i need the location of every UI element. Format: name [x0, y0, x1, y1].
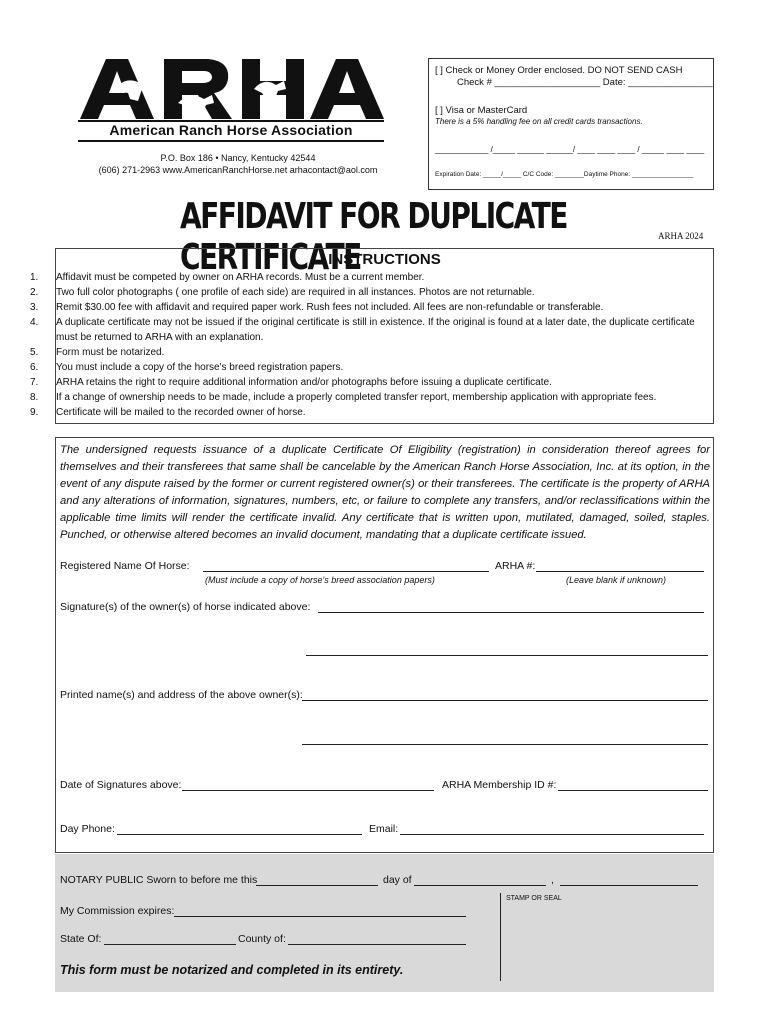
instruction-number: 9.	[30, 407, 39, 418]
instruction-text: ARHA retains the right to require additional information and/or photographs before issuing a duplicate certificate.	[56, 377, 552, 388]
arha-letters-logo	[78, 55, 386, 121]
instruction-number: 5.	[30, 347, 39, 358]
payment-box	[428, 58, 714, 190]
instruction-item	[30, 390, 710, 405]
final-notice: This form must be notarized and completed in its entirety.	[60, 963, 404, 977]
instruction-item	[30, 270, 710, 285]
form-code: ARHA 2024	[658, 231, 704, 241]
check-option[interactable]: [ ] Check or Money Order enclosed. DO NOT SEND CASH	[435, 65, 683, 76]
arha-number-input[interactable]	[536, 571, 704, 572]
notary-day-input[interactable]	[256, 885, 378, 886]
day-phone-label: Day Phone:	[60, 823, 115, 835]
membership-id-label: ARHA Membership ID #:	[442, 779, 557, 791]
notary-month-input[interactable]	[414, 885, 546, 886]
instruction-text: Certificate will be mailed to the recorded owner of horse.	[56, 407, 306, 418]
address-line-2: (606) 271-2963 www.AmericanRanchHorse.net arhacontact@aol.com	[98, 165, 378, 175]
notary-comma: ,	[551, 874, 554, 886]
instruction-item	[30, 405, 710, 420]
state-input[interactable]	[104, 944, 236, 945]
instruction-text: A duplicate certificate may not be issued if the original certificate is still in existence. If the original is found at a later date, the duplicate certificate must be returned to ARHA with an explanation.	[56, 317, 695, 343]
notary-dayof-label: day of	[383, 874, 412, 886]
email-input[interactable]	[400, 834, 704, 835]
instruction-number: 8.	[30, 392, 39, 403]
card-fee-note: There is a 5% handling fee on all credit cards transactions.	[435, 117, 643, 126]
instruction-item	[30, 360, 710, 375]
instruction-text: Form must be notarized.	[56, 347, 165, 358]
printed-name-input-1[interactable]	[302, 700, 708, 701]
instruction-item	[30, 345, 710, 360]
instruction-item	[30, 375, 710, 390]
instruction-number: 7.	[30, 377, 39, 388]
instruction-item	[30, 315, 710, 345]
instruction-number: 4.	[30, 317, 39, 328]
instruction-text: You must include a copy of the horse's breed registration papers.	[56, 362, 344, 373]
instruction-text: Remit $30.00 fee with affidavit and required paper work. Rush fees not included. All fees are non-refundable or transferable.	[56, 302, 604, 313]
instruction-item	[30, 300, 710, 315]
check-number-field[interactable]: Check # ____________________ Date: ________________	[457, 77, 713, 88]
instruction-item	[30, 285, 710, 300]
commission-input[interactable]	[174, 916, 466, 917]
printed-name-input-2[interactable]	[302, 744, 708, 745]
address-line-1: P.O. Box 186 • Nancy, Kentucky 42544	[160, 153, 316, 163]
instruction-text: If a change of ownership needs to be made, include a properly completed transfer report, membership application with appropriate fees.	[56, 392, 657, 403]
date-signatures-label: Date of Signatures above:	[60, 779, 182, 791]
email-label: Email:	[369, 823, 399, 835]
commission-label: My Commission expires:	[60, 905, 175, 917]
declaration-text: The undersigned requests issuance of a duplicate Certificate Of Eligibility (registration) in consideration thereof agrees for themselves and their transferees that same shall be cancelable by the American Ranch Horse Association, Inc. at its option, in the event of any dispute raised by the former or current registered owner(s) or their transferees. The certificate is the property of ARHA and any alterations of information, signatures, numbers, etc, or failure to complete any transfers, and/or reclassifications within the applicable time limits will render the certificate invalid. Any certificate that is written upon, mutilated, damaged, soiled, staples. Punched, or otherwise altered becomes an invalid document, mandating that a duplicate certificate issued.	[60, 444, 710, 541]
instructions-heading: INSTRUCTIONS	[328, 251, 441, 268]
instruction-text: Two full color photographs ( one profile of each side) are required in all instances. Photos are not returnable.	[56, 287, 535, 298]
expiration-field[interactable]: Expiration Date: _____/_____ C/C Code: ________Daytime Phone: _________________	[435, 171, 694, 178]
instructions-list	[30, 270, 710, 420]
instruction-number: 2.	[30, 287, 39, 298]
arha-number-hint: (Leave blank if unknown)	[566, 575, 667, 585]
notary-year-input[interactable]	[560, 885, 698, 886]
state-label: State Of:	[60, 933, 102, 945]
horse-name-hint: (Must include a copy of horse's breed association papers)	[205, 575, 435, 585]
signature-label: Signature(s) of the owner(s) of horse indicated above:	[60, 601, 311, 613]
stamp-label: STAMP OR SEAL	[506, 895, 562, 902]
instruction-number: 6.	[30, 362, 39, 373]
county-input[interactable]	[288, 944, 466, 945]
instruction-number: 3.	[30, 302, 39, 313]
date-signatures-input[interactable]	[182, 790, 434, 791]
page-title: AFFIDAVIT FOR DUPLICATE CERTIFICATE	[180, 196, 567, 278]
signature-input-2[interactable]	[306, 655, 708, 656]
instruction-text: Affidavit must be competed by owner on ARHA records. Must be a current member.	[56, 272, 425, 283]
arha-number-label: ARHA #:	[495, 560, 536, 572]
notary-sworn-label: NOTARY PUBLIC Sworn to before me this	[60, 874, 258, 886]
day-phone-input[interactable]	[117, 834, 362, 835]
stamp-divider	[500, 893, 501, 981]
county-label: County of:	[238, 933, 286, 945]
membership-id-input[interactable]	[558, 790, 708, 791]
horse-name-input[interactable]	[203, 571, 489, 572]
signature-input-1[interactable]	[318, 612, 704, 613]
printed-name-label: Printed name(s) and address of the above owner(s):	[60, 689, 303, 701]
card-number-field[interactable]: ____________ /_____ ______ ______/ ____ ____ ____ / _____ ____ ____	[435, 145, 705, 154]
association-name: American Ranch Horse Association	[78, 120, 384, 142]
horse-name-label: Registered Name Of Horse:	[60, 560, 190, 572]
card-option[interactable]: [ ] Visa or MasterCard	[435, 105, 528, 116]
instruction-number: 1.	[30, 272, 39, 283]
